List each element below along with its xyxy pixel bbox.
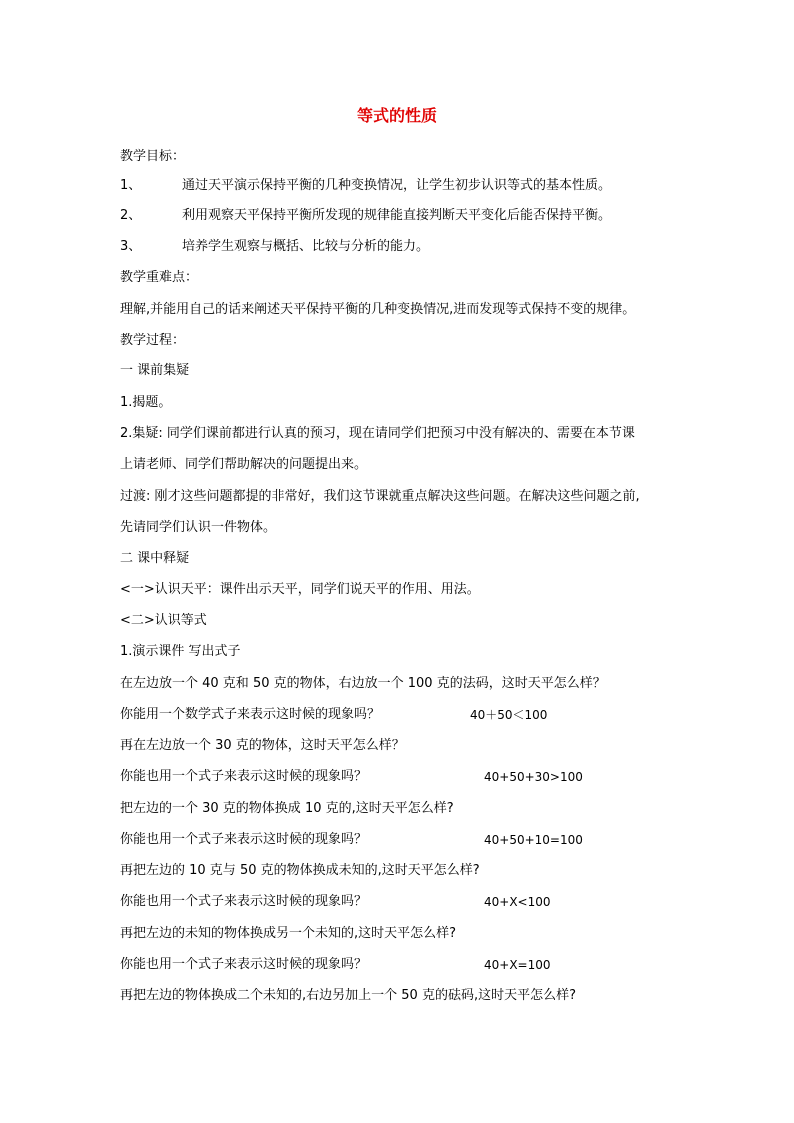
demo-line: 1.演示课件 写出式子	[120, 644, 241, 659]
objective-item	[120, 238, 429, 256]
objective-number: 1、	[120, 178, 142, 193]
formula: 40＋50＜100	[470, 708, 548, 722]
part1-heading: 一 课前集疑	[120, 363, 190, 378]
objective-item	[120, 207, 611, 225]
objective-text: 通过天平演示保持平衡的几种变换情况，让学生初步认识等式的基本性质。	[182, 178, 612, 193]
paragraph: 过渡: 刚才这些问题都提的非常好，我们这节课就重点解决这些问题。在解决这些问题之前,	[120, 489, 640, 504]
formula: 40+50+10=100	[484, 833, 583, 847]
part2-heading: 二 课中释疑	[120, 551, 190, 566]
formula: 40+X=100	[484, 958, 551, 972]
paragraph: 先请同学们认识一件物体。	[120, 520, 277, 535]
question: 再把左边的 10 克与 50 克的物体换成未知的,这时天平怎么样?	[120, 863, 480, 878]
document-title: 等式的性质	[356, 106, 437, 125]
question: 把左边的一个 30 克的物体换成 10 克的,这时天平怎么样?	[120, 801, 454, 816]
paragraph: 上请老师、同学们帮助解决的问题提出来。	[120, 457, 368, 472]
key-heading: 教学重难点：	[120, 270, 199, 285]
objective-text: 利用观察天平保持平衡所发现的规律能直接判断天平变化后能否保持平衡。	[182, 208, 612, 223]
formula: 40+50+30>100	[484, 770, 583, 784]
objective-text: 培养学生观察与概括、比较与分析的能力。	[182, 239, 430, 254]
objective-number: 3、	[120, 239, 142, 254]
question: 你能用一个数学式子来表示这时候的现象吗？	[120, 707, 381, 722]
paragraph: 1.揭题。	[120, 395, 172, 410]
subsection: <一>认识天平：课件出示天平，同学们说天平的作用、用法。	[120, 582, 480, 597]
question: 再把左边的物体换成二个未知的,右边另加上一个 50 克的砝码,这时天平怎么样?	[120, 988, 576, 1003]
question: 你能也用一个式子来表示这时候的现象吗？	[120, 894, 368, 909]
question: 再在左边放一个 30 克的物体，这时天平怎么样？	[120, 738, 405, 753]
objective-item	[120, 177, 611, 195]
paragraph: 2.集疑: 同学们课前都进行认真的预习，现在请同学们把预习中没有解决的、需要在本节课	[120, 426, 635, 441]
question: 再把左边的未知的物体换成另一个未知的,这时天平怎么样?	[120, 926, 457, 941]
key-text: 理解,并能用自己的话来阐述天平保持平衡的几种变换情况,进而发现等式保持不变的规律。	[120, 302, 636, 317]
objective-number: 2、	[120, 208, 142, 223]
objectives-heading: 教学目标：	[120, 149, 186, 164]
question: 你能也用一个式子来表示这时候的现象吗？	[120, 769, 368, 784]
process-heading: 教学过程：	[120, 333, 186, 348]
question: 你能也用一个式子来表示这时候的现象吗？	[120, 832, 368, 847]
question: 在左边放一个 40 克和 50 克的物体，右边放一个 100 克的法码，这时天平怎么样？	[120, 676, 606, 691]
formula: 40+X<100	[484, 895, 551, 909]
subsection: <二>认识等式	[120, 613, 207, 628]
question: 你能也用一个式子来表示这时候的现象吗？	[120, 957, 368, 972]
